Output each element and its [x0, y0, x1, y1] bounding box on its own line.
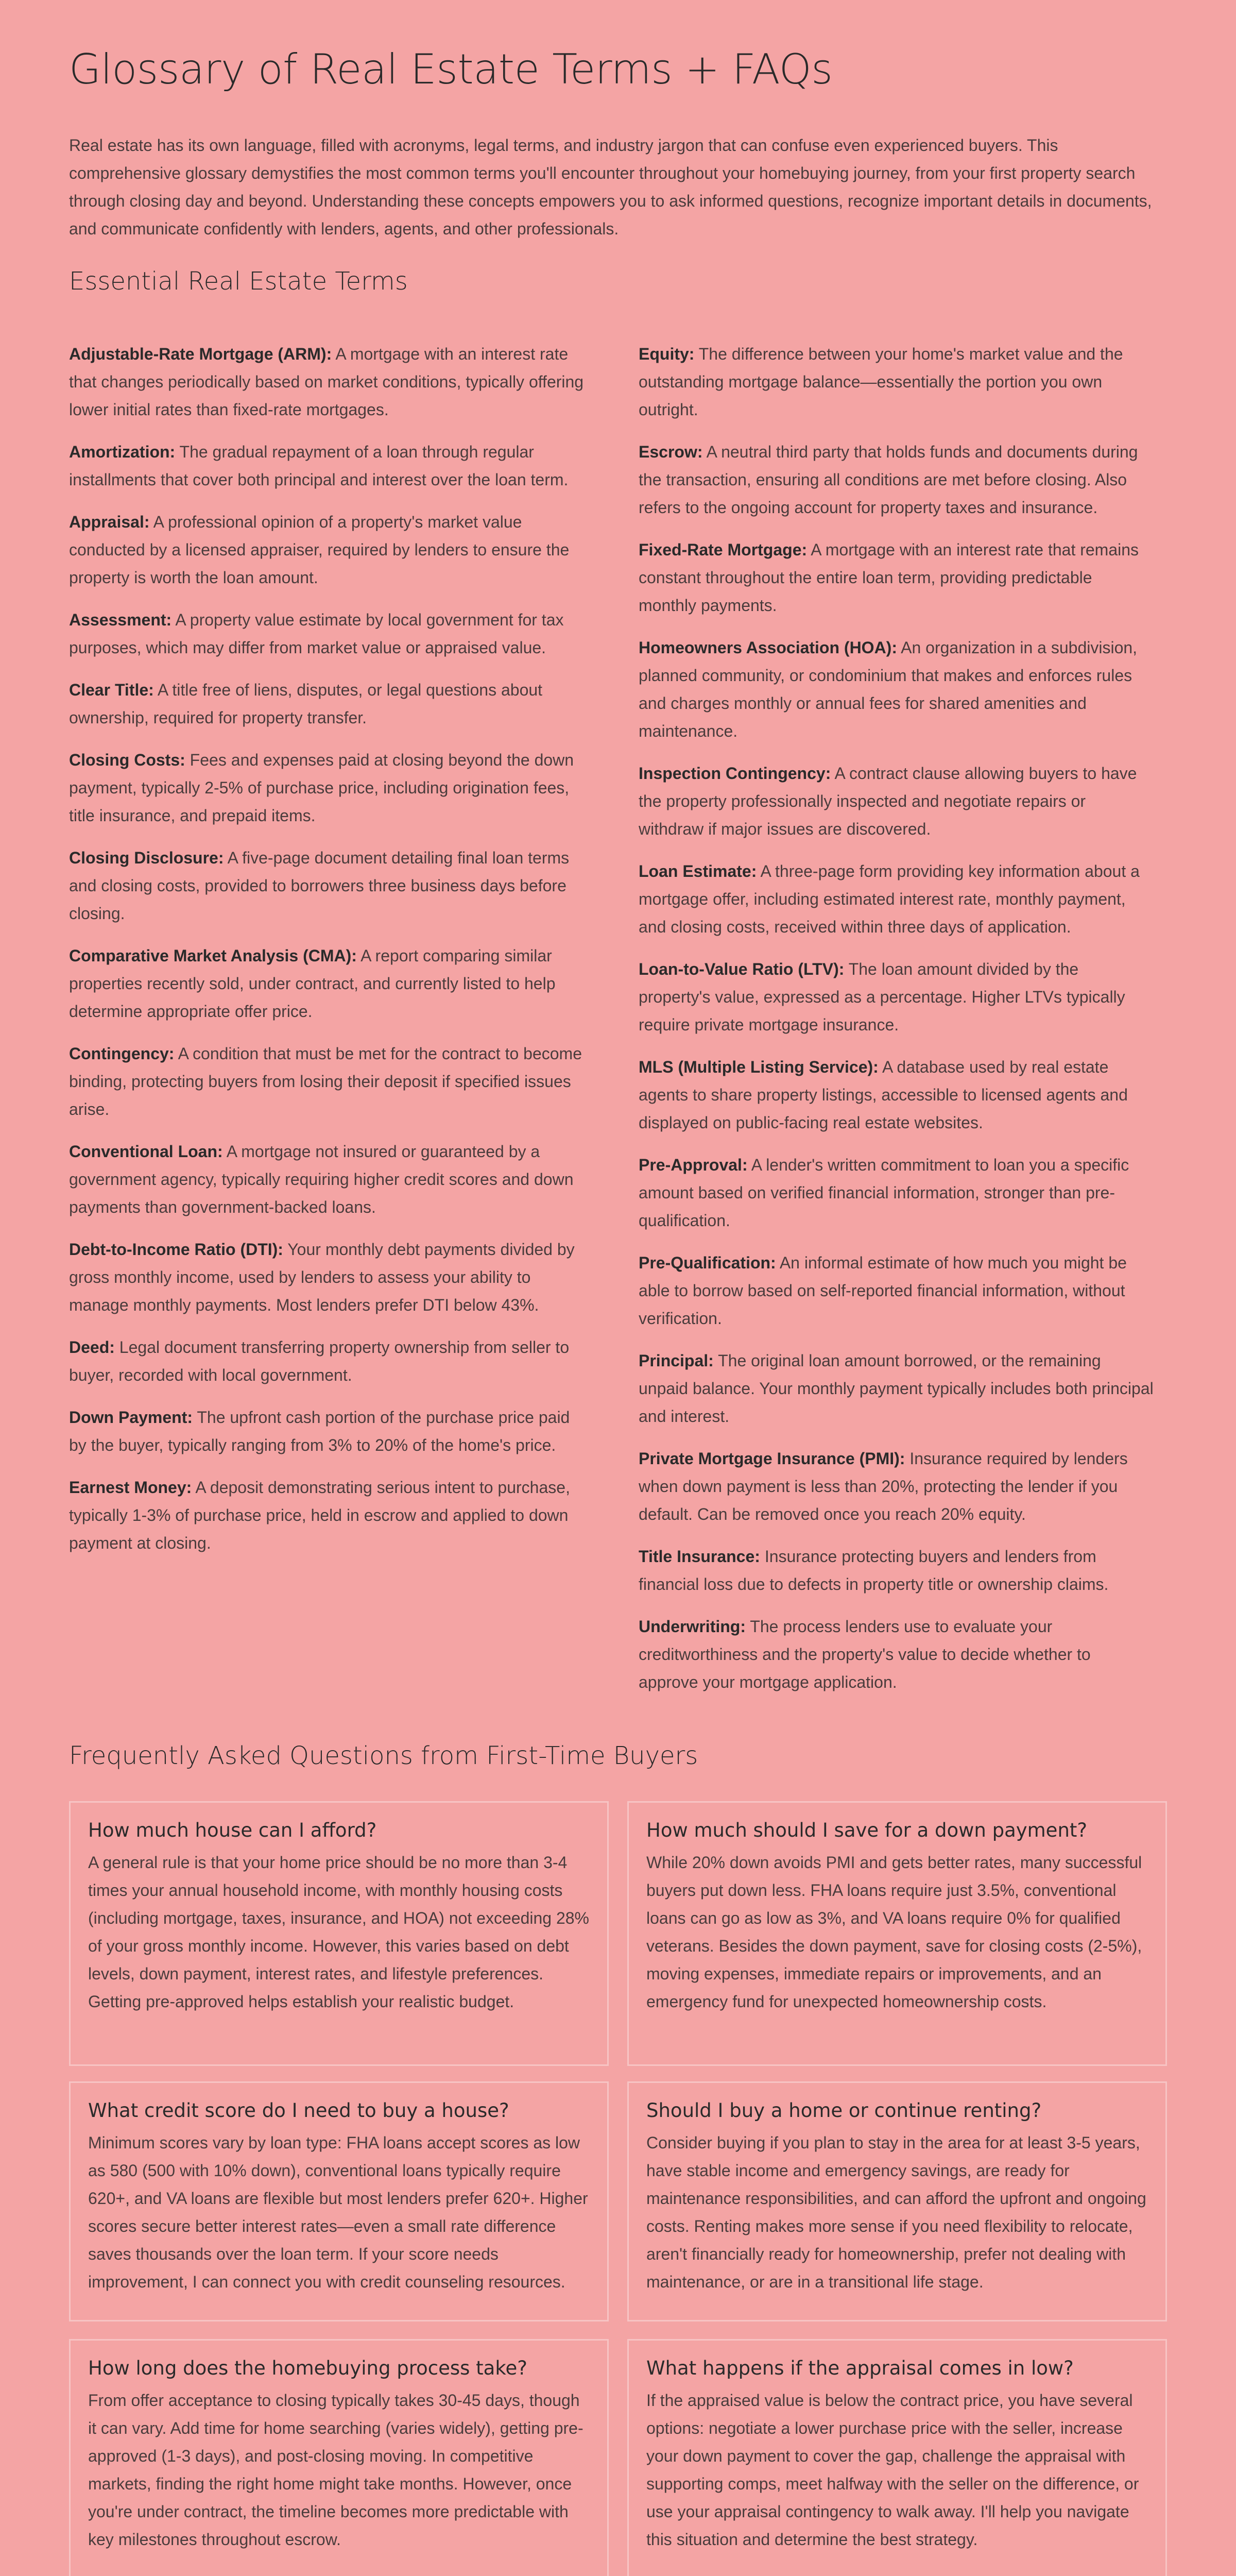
- glossary-entry: Contingency: A condition that must be met for the contract to become binding, protecting buyers from losing their deposit if specified issues arise.: [69, 1044, 582, 1118]
- faq-question: What happens if the appraisal comes in low?: [646, 2357, 1074, 2379]
- glossary-entry: Down Payment: The upfront cash portion of the purchase price paid by the buyer, typically ranging from 3% to 20% of the home's price.: [69, 1408, 570, 1454]
- glossary-entry: Deed: Legal document transferring property ownership from seller to buyer, recorded with local government.: [69, 1338, 570, 1384]
- glossary-entry: Closing Costs: Fees and expenses paid at closing beyond the down payment, typically 2-5% of purchase price, including origination fees, title insurance, and prepaid items.: [69, 751, 574, 825]
- glossary-entry: Adjustable-Rate Mortgage (ARM): A mortgage with an interest rate that changes periodically based on market conditions, typically offering lower initial rates than fixed-rate mortgages.: [69, 345, 584, 419]
- glossary-entry: Loan Estimate: A three-page form providing key information about a mortgage offer, including estimated interest rate, monthly payment, and closing costs, received within three days of application.: [639, 862, 1140, 936]
- faq-question: How much should I save for a down payment?: [646, 1819, 1088, 1841]
- intro-paragraph: Real estate has its own language, filled with acronyms, legal terms, and industry jargon that can confuse even experienced buyers. This comprehensive glossary demystifies the most common terms you'll encounter throughout your homebuying journey, from your first property search through closing day and beyond. Understanding these concepts empowers you to ask informed questions, recognize important details in documents, and communicate confidently with lenders, agents, and other professionals.: [69, 136, 1152, 238]
- glossary-column-right: [639, 340, 1154, 1710]
- faq-card: [69, 2081, 609, 2321]
- faq-answer: While 20% down avoids PMI and gets better rates, many successful buyers put down less. FHA loans require just 3.5%, conventional loans can go as low as 3%, and VA loans require 0% for qualified veterans. Besides the down payment, save for closing costs (2-5%), moving expenses, immediate repairs or improvements, and an emergency fund for unexpected homeownership costs.: [646, 1853, 1142, 2011]
- glossary-entry: Appraisal: A professional opinion of a property's market value conducted by a licensed appraiser, required by lenders to ensure the property is worth the loan amount.: [69, 513, 570, 587]
- faq-answer: From offer acceptance to closing typically takes 30-45 days, though it can vary. Add time for home searching (varies widely), getting pre-approved (1-3 days), and post-closing moving. In competitive markets, finding the right home might take months. However, once you're under contract, the timeline becomes more predictable with key milestones throughout escrow.: [88, 2391, 583, 2549]
- glossary-entry: Conventional Loan: A mortgage not insured or guaranteed by a government agency, typically requiring higher credit scores and down payments than government-backed loans.: [69, 1142, 574, 1216]
- faq-card: [69, 1801, 609, 2066]
- glossary-entry: Title Insurance: Insurance protecting buyers and lenders from financial loss due to defects in property title or ownership claims.: [639, 1547, 1109, 1594]
- glossary-entry: Pre-Approval: A lender's written commitment to loan you a specific amount based on verified financial information, stronger than pre-qualification.: [639, 1156, 1129, 1230]
- faq-answer: Minimum scores vary by loan type: FHA loans accept scores as low as 580 (500 with 10% down), conventional loans typically require 620+, and VA loans are flexible but most lenders prefer 620+. Higher scores secure better interest rates—even a small rate difference saves thousands over the loan term. If your score needs improvement, I can connect you with credit counseling resources.: [88, 2133, 588, 2291]
- glossary-entry: Comparative Market Analysis (CMA): A report comparing similar properties recently sold, under contract, and currently listed to help determine appropriate offer price.: [69, 946, 556, 1021]
- faq-question: What credit score do I need to buy a house?: [88, 2099, 509, 2122]
- glossary-entry: Inspection Contingency: A contract clause allowing buyers to have the property professionally inspected and negotiate repairs or withdraw if major issues are discovered.: [639, 764, 1137, 838]
- page-title: Glossary of Real Estate Terms + FAQs: [69, 45, 833, 93]
- faq-card: [627, 1801, 1167, 2066]
- faq-card: [627, 2339, 1167, 2576]
- faq-question: How much house can I afford?: [88, 1819, 377, 1841]
- glossary-entry: MLS (Multiple Listing Service): A database used by real estate agents to share property listings, accessible to licensed agents and displayed on public-facing real estate websites.: [639, 1058, 1128, 1132]
- glossary-entry: Pre-Qualification: An informal estimate of how much you might be able to borrow based on self-reported financial information, without verification.: [639, 1253, 1127, 1328]
- faq-heading: Frequently Asked Questions from First-Time Buyers: [69, 1741, 698, 1770]
- glossary-entry: Assessment: A property value estimate by local government for tax purposes, which may differ from market value or appraised value.: [69, 611, 564, 657]
- glossary-entry: Amortization: The gradual repayment of a loan through regular installments that cover both principal and interest over the loan term.: [69, 443, 569, 489]
- glossary-column-left: [69, 340, 584, 1571]
- glossary-entry: Earnest Money: A deposit demonstrating serious intent to purchase, typically 1-3% of purchase price, held in escrow and applied to down payment at closing.: [69, 1478, 570, 1552]
- glossary-heading: Essential Real Estate Terms: [69, 267, 408, 296]
- faq-answer: Consider buying if you plan to stay in the area for at least 3-5 years, have stable income and emergency savings, are ready for maintenance responsibilities, and can afford the upfront and ongoing costs. Renting makes more sense if you need flexibility to relocate, aren't financially ready for homeownership, prefer not dealing with maintenance, or are in a transitional life stage.: [646, 2133, 1146, 2291]
- faq-question: Should I buy a home or continue renting?: [646, 2099, 1042, 2122]
- glossary-entry: Debt-to-Income Ratio (DTI): Your monthly debt payments divided by gross monthly income, used by lenders to assess your ability to manage monthly payments. Most lenders prefer DTI below 43%.: [69, 1240, 575, 1314]
- glossary-entry: Homeowners Association (HOA): An organization in a subdivision, planned community, or condominium that makes and enforces rules and charges monthly or annual fees for shared amenities and maintenance.: [639, 638, 1138, 740]
- glossary-entry: Equity: The difference between your home's market value and the outstanding mortgage balance—essentially the portion you own outright.: [639, 345, 1123, 419]
- glossary-entry: Private Mortgage Insurance (PMI): Insurance required by lenders when down payment is less than 20%, protecting the lender if you default. Can be removed once you reach 20% equity.: [639, 1449, 1128, 1523]
- faq-answer: A general rule is that your home price should be no more than 3-4 times your annual household income, with monthly housing costs (including mortgage, taxes, insurance, and HOA) not exceeding 28% of your gross monthly income. However, this varies based on debt levels, down payment, interest rates, and lifestyle preferences. Getting pre-approved helps establish your realistic budget.: [88, 1853, 589, 2011]
- glossary-entry: Clear Title: A title free of liens, disputes, or legal questions about ownership, required for property transfer.: [69, 681, 543, 727]
- glossary-entry: Escrow: A neutral third party that holds funds and documents during the transaction, ensuring all conditions are met before closing. Also refers to the ongoing account for property taxes and insurance.: [639, 443, 1138, 517]
- glossary-entry: Fixed-Rate Mortgage: A mortgage with an interest rate that remains constant throughout the entire loan term, providing predictable monthly payments.: [639, 540, 1139, 615]
- faq-question: How long does the homebuying process take?: [88, 2357, 527, 2379]
- glossary-entry: Underwriting: The process lenders use to evaluate your creditworthiness and the property's value to decide whether to approve your mortgage application.: [639, 1617, 1091, 1691]
- faq-card: [627, 2081, 1167, 2321]
- glossary-entry: Principal: The original loan amount borrowed, or the remaining unpaid balance. Your monthly payment typically includes both principal and interest.: [639, 1351, 1154, 1426]
- faq-answer: If the appraised value is below the contract price, you have several options: negotiate a lower purchase price with the seller, increase your down payment to cover the gap, challenge the appraisal with supporting comps, meet halfway with the seller on the difference, or use your appraisal contingency to walk away. I'll help you navigate this situation and determine the best strategy.: [646, 2391, 1139, 2549]
- glossary-entry: Closing Disclosure: A five-page document detailing final loan terms and closing costs, provided to borrowers three business days before closing.: [69, 849, 570, 923]
- faq-card: [69, 2339, 609, 2576]
- glossary-entry: Loan-to-Value Ratio (LTV): The loan amount divided by the property's value, expressed as a percentage. Higher LTVs typically require private mortgage insurance.: [639, 960, 1125, 1034]
